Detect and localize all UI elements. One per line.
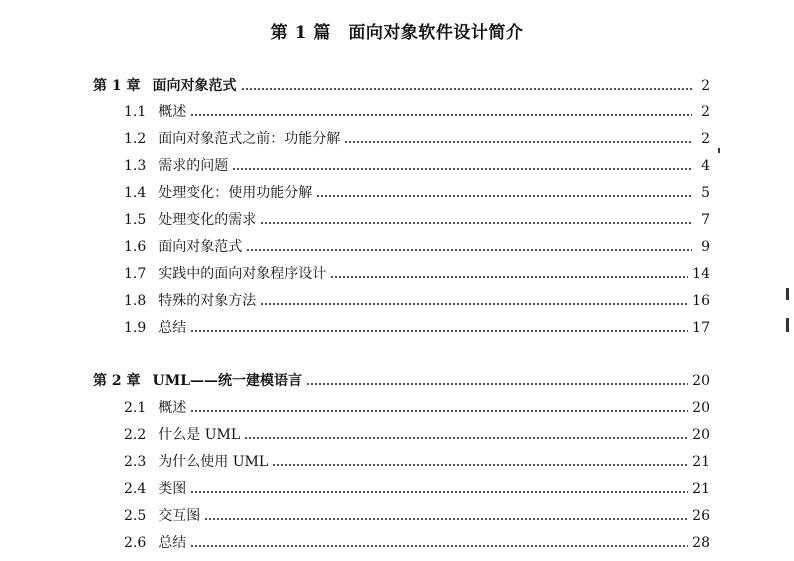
dot-leader	[190, 114, 692, 116]
toc-section-row[interactable]	[124, 236, 710, 256]
scan-mark	[786, 318, 789, 332]
dot-leader	[316, 195, 692, 197]
scan-mark	[786, 288, 789, 300]
section-number: 2.4	[124, 481, 147, 497]
toc-section-row[interactable]	[124, 209, 710, 229]
page-number: 2	[701, 78, 710, 94]
section-number: 1.9	[124, 320, 147, 336]
page-number: 17	[692, 320, 710, 336]
page-number: 20	[692, 427, 710, 443]
dot-leader	[190, 330, 688, 332]
page-number: 21	[692, 481, 710, 497]
toc-section-row[interactable]	[124, 478, 710, 498]
section-title: 概述	[158, 104, 187, 120]
page-number: 2	[701, 104, 710, 120]
section-number: 1.6	[124, 239, 147, 255]
dot-leader	[190, 545, 688, 547]
toc-section-row[interactable]	[124, 424, 710, 444]
toc-section-row[interactable]	[124, 505, 710, 525]
section-number: 1.3	[124, 158, 147, 174]
chapter-title: 面向对象范式	[152, 78, 237, 94]
section-number: 1.8	[124, 293, 147, 309]
dot-leader	[232, 168, 692, 170]
section-number: 1.1	[124, 104, 147, 120]
chapter-number: 第 1 章	[93, 78, 141, 94]
section-number: 2.3	[124, 454, 147, 470]
chapter-number: 第 2 章	[93, 373, 141, 389]
dot-leader	[260, 222, 692, 224]
section-number: 2.1	[124, 400, 147, 416]
page-number: 14	[692, 266, 710, 282]
section-title: 特殊的对象方法	[158, 293, 257, 309]
dot-leader	[344, 141, 692, 143]
section-number: 2.2	[124, 427, 147, 443]
dot-leader	[272, 464, 688, 466]
page-number: 28	[692, 535, 710, 551]
toc-chapter-row[interactable]	[93, 75, 710, 95]
section-title: 面向对象范式之前：功能分解	[158, 131, 341, 147]
toc-section-row[interactable]	[124, 263, 710, 283]
section-title: 概述	[158, 400, 187, 416]
toc-section-row[interactable]	[124, 128, 710, 148]
page-number: 20	[692, 400, 710, 416]
section-number: 2.6	[124, 535, 147, 551]
toc-section-row[interactable]	[124, 182, 710, 202]
page-number: 16	[692, 293, 710, 309]
section-title: 为什么使用 UML	[158, 454, 269, 470]
section-title: 总结	[158, 535, 187, 551]
page-number: 20	[692, 373, 710, 389]
section-title: 实践中的面向对象程序设计	[158, 266, 327, 282]
page-number: 26	[692, 508, 710, 524]
toc-section-row[interactable]	[124, 532, 710, 552]
section-title: 什么是 UML	[158, 427, 241, 443]
dot-leader	[190, 491, 688, 493]
toc-section-row[interactable]	[124, 290, 710, 310]
section-number: 1.7	[124, 266, 147, 282]
section-number: 2.5	[124, 508, 147, 524]
section-number: 1.2	[124, 131, 147, 147]
section-title: 面向对象范式	[158, 239, 243, 255]
toc-section-row[interactable]	[124, 397, 710, 417]
dot-leader	[190, 410, 688, 412]
section-title: 总结	[158, 320, 187, 336]
section-number: 1.4	[124, 185, 147, 201]
section-title: 处理变化：使用功能分解	[158, 185, 313, 201]
scan-mark	[718, 148, 720, 153]
page-number: 5	[701, 185, 710, 201]
section-title: 处理变化的需求	[158, 212, 257, 228]
dot-leader	[330, 276, 688, 278]
section-number: 1.5	[124, 212, 147, 228]
dot-leader	[241, 88, 693, 90]
toc-section-row[interactable]	[124, 101, 710, 121]
toc-section-row[interactable]	[124, 317, 710, 337]
dot-leader	[204, 518, 688, 520]
page-number: 21	[692, 454, 710, 470]
toc-chapter-row[interactable]	[93, 370, 710, 390]
section-title: 类图	[158, 481, 187, 497]
toc-section-row[interactable]	[124, 451, 710, 471]
page-number: 4	[701, 158, 710, 174]
toc-section-row[interactable]	[124, 155, 710, 175]
section-title: 交互图	[158, 508, 201, 524]
dot-leader	[246, 249, 692, 251]
part-title: 第 1 篇 面向对象软件设计简介	[270, 23, 524, 43]
page-number: 7	[701, 212, 710, 228]
page-number: 2	[701, 131, 710, 147]
page-number: 9	[701, 239, 710, 255]
section-title: 需求的问题	[158, 158, 229, 174]
chapter-title: UML——统一建模语言	[152, 373, 303, 389]
dot-leader	[260, 303, 688, 305]
dot-leader	[244, 437, 688, 439]
dot-leader	[306, 383, 688, 385]
